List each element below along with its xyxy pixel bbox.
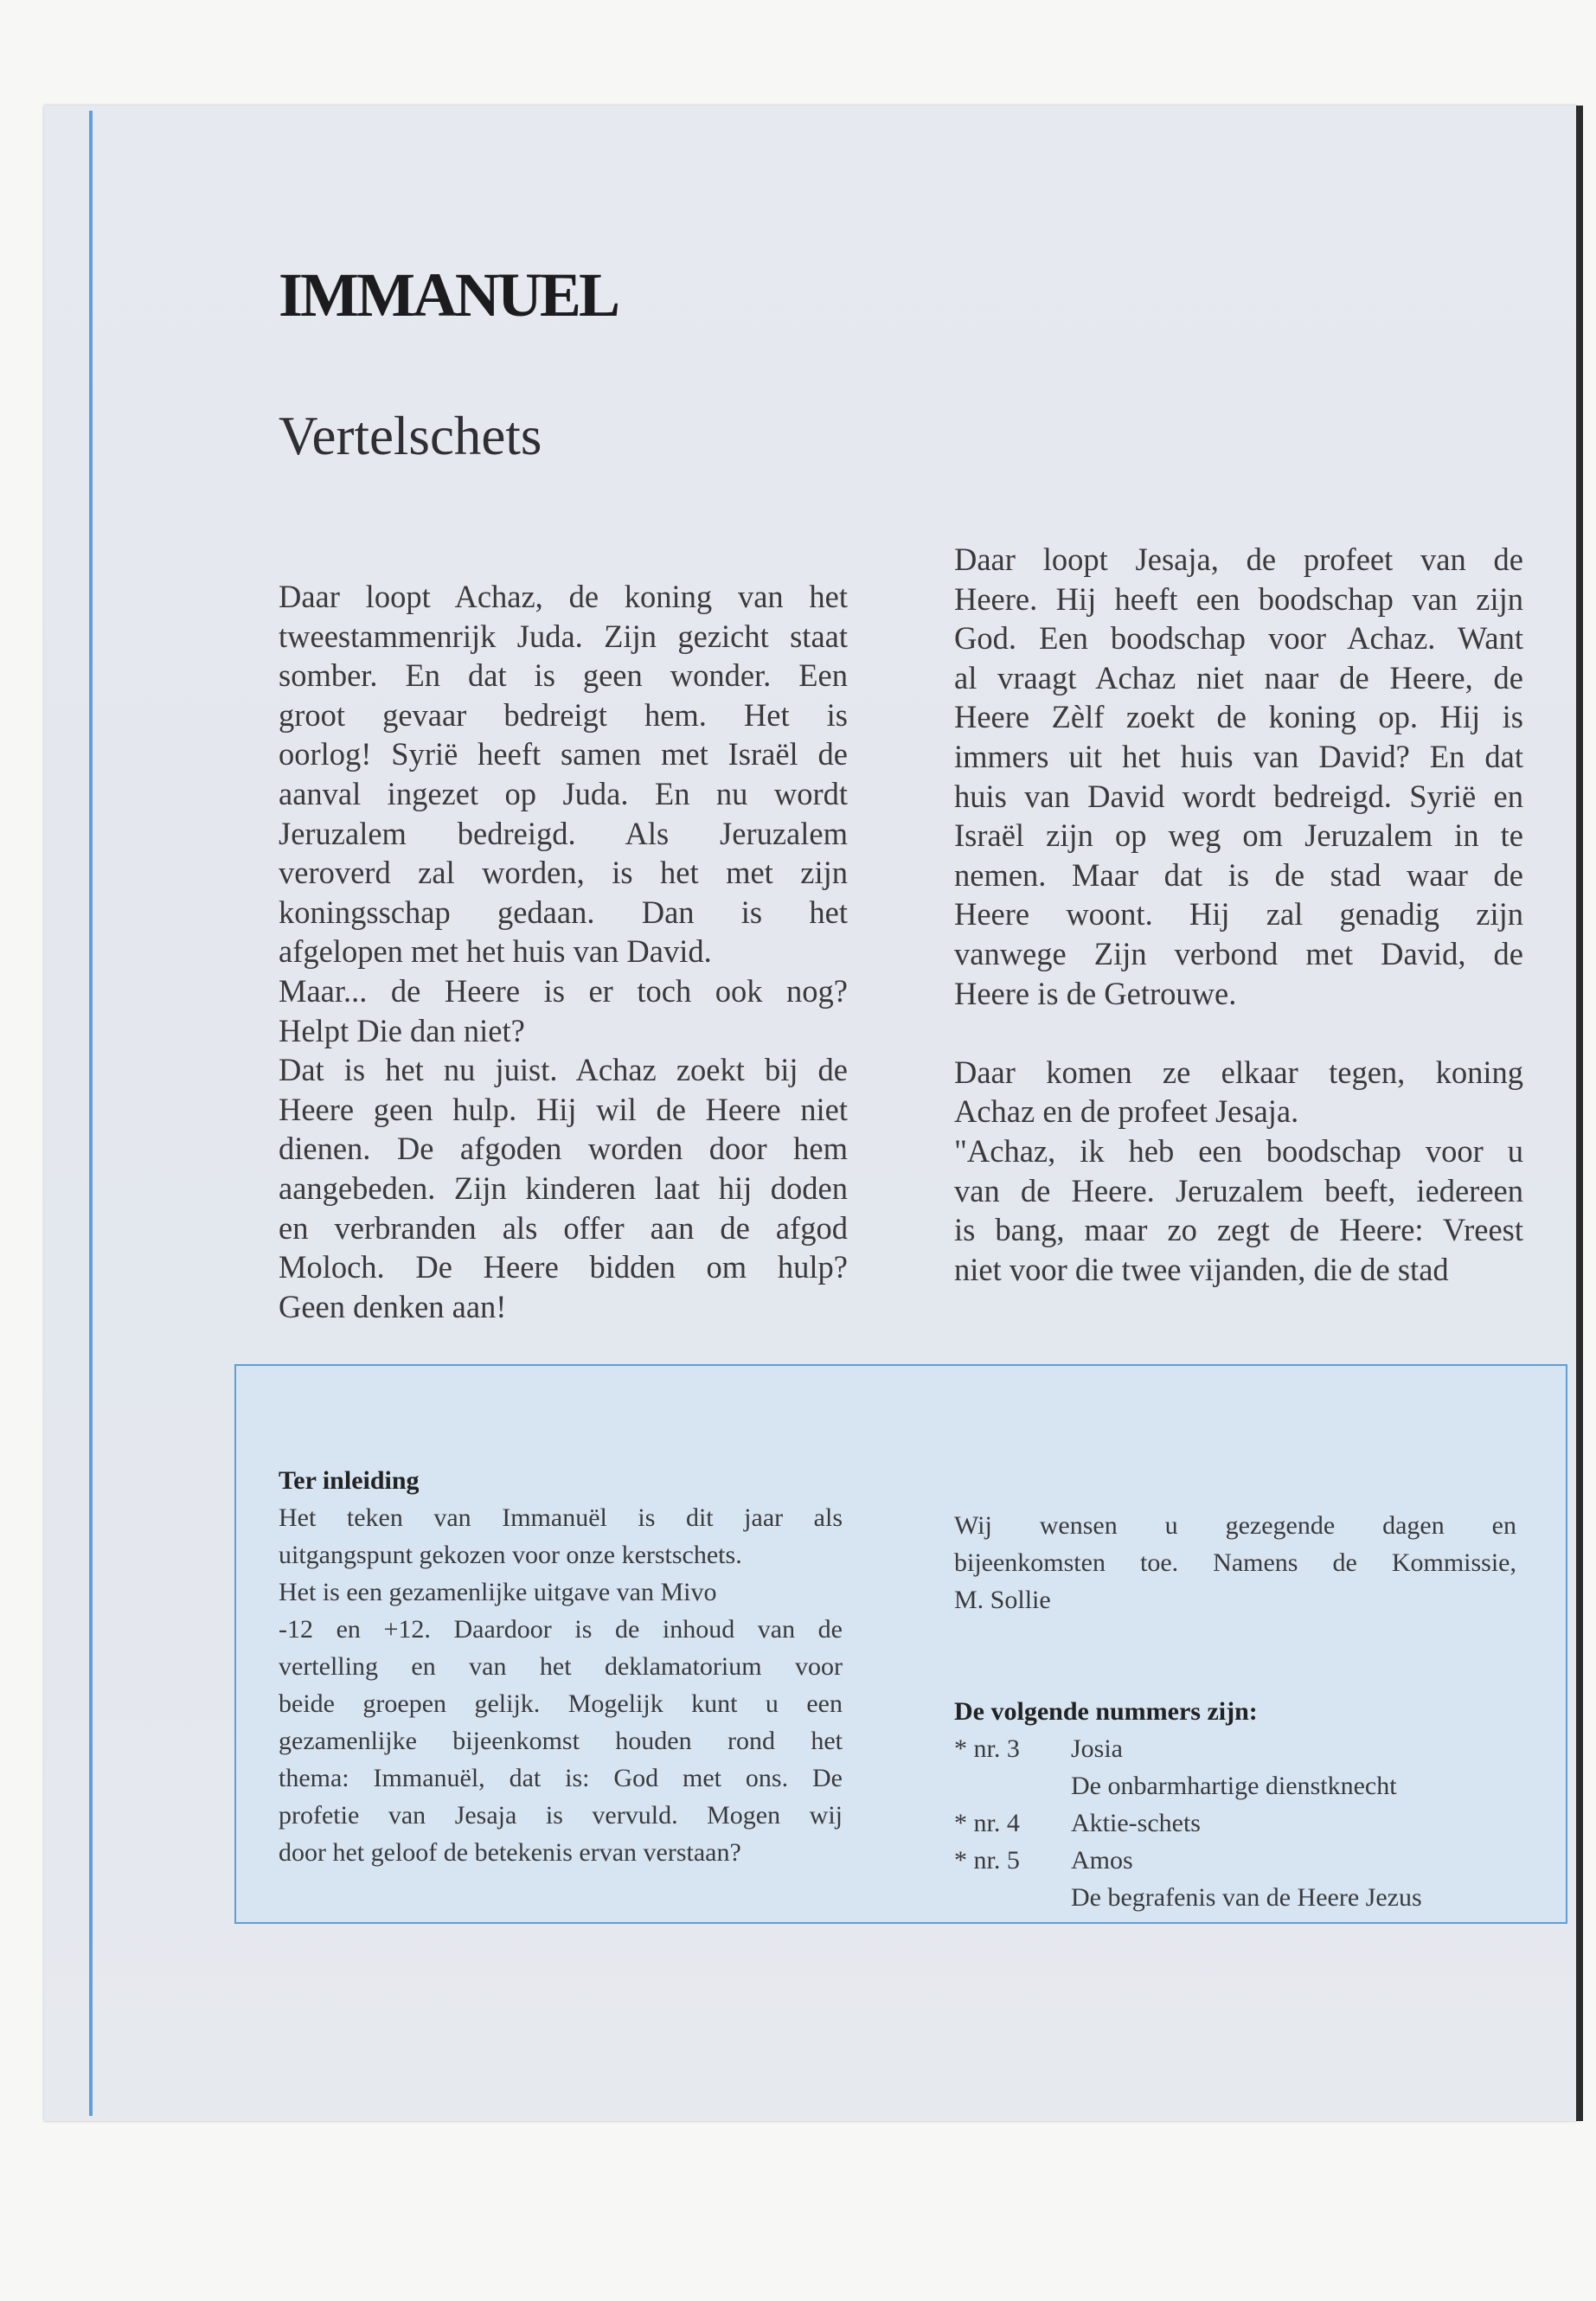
text-line: Moloch. De Heere bidden om hulp? bbox=[279, 1249, 848, 1285]
next-issue-item bbox=[954, 1804, 1516, 1842]
greeting-line: M. Sollie bbox=[954, 1586, 1051, 1614]
text-line: door het geloof de betekenis ervan verstaan? bbox=[279, 1838, 741, 1867]
page-right-edge bbox=[1576, 106, 1583, 2121]
text-line: oorlog! Syrië heeft samen met Israël de bbox=[279, 736, 848, 772]
page-title: IMMANUEL bbox=[279, 260, 618, 330]
text-line: aanval ingezet op Juda. En nu wordt bbox=[279, 775, 848, 811]
text-line: niet voor die twee vijanden, die de stad bbox=[954, 1251, 1449, 1287]
issue-title: De onbarmhartige dienstknecht bbox=[1071, 1772, 1397, 1800]
issue-number: * nr. 5 bbox=[954, 1846, 1020, 1875]
intro-box-right-column bbox=[954, 1507, 1516, 1916]
text-line: gezamenlijke bijeenkomst houden rond het bbox=[279, 1727, 843, 1755]
paragraph bbox=[279, 1574, 843, 1611]
text-line: veroverd zal worden, is het met zijn bbox=[279, 855, 848, 891]
paragraph bbox=[279, 577, 848, 971]
text-line: vanwege Zijn verbond met David, de bbox=[954, 935, 1523, 971]
text-line: Geen denken aan! bbox=[279, 1288, 507, 1324]
issue-number: * nr. 4 bbox=[954, 1809, 1020, 1837]
story-column-left bbox=[279, 577, 848, 1326]
text-line: dienen. De afgoden worden door hem bbox=[279, 1131, 848, 1167]
text-line: profetie van Jesaja is vervuld. Mogen wij bbox=[279, 1801, 843, 1830]
issue-number bbox=[954, 1767, 1071, 1804]
text-line: aangebeden. Zijn kinderen laat hij doden bbox=[279, 1170, 848, 1206]
paragraph bbox=[954, 1131, 1523, 1289]
next-issue-item bbox=[954, 1842, 1516, 1879]
text-line: tweestammenrijk Juda. Zijn gezicht staat bbox=[279, 618, 848, 654]
text-line: Daar loopt Jesaja, de profeet van de bbox=[954, 542, 1523, 577]
text-line: van de Heere. Jeruzalem beeft, iedereen bbox=[954, 1172, 1523, 1208]
text-line: beide groepen gelijk. Mogelijk kunt u een bbox=[279, 1689, 843, 1718]
text-line: vertelling en van het deklamatorium voor bbox=[279, 1652, 843, 1681]
text-line: -12 en +12. Daardoor is de inhoud van de bbox=[279, 1615, 843, 1644]
text-line: en verbranden als offer aan de afgod bbox=[279, 1209, 848, 1246]
text-line: thema: Immanuël, dat is: God met ons. De bbox=[279, 1764, 843, 1792]
text-line: huis van David wordt bedreigd. Syrië en bbox=[954, 778, 1523, 814]
issue-title: Josia bbox=[1071, 1734, 1123, 1763]
next-issue-item bbox=[954, 1879, 1516, 1916]
text-line: "Achaz, ik heb een boodschap voor u bbox=[954, 1132, 1523, 1169]
text-line: afgelopen met het huis van David. bbox=[279, 933, 712, 970]
text-line: Israël zijn op weg om Jeruzalem in te bbox=[954, 817, 1523, 854]
next-issues-list bbox=[954, 1730, 1516, 1916]
paragraph bbox=[279, 1611, 843, 1871]
text-line: nemen. Maar dat is de stad waar de bbox=[954, 856, 1523, 893]
text-line: God. Een boodschap voor Achaz. Want bbox=[954, 620, 1523, 657]
issue-number: * nr. 3 bbox=[954, 1734, 1020, 1763]
text-line: Daar komen ze elkaar tegen, koning bbox=[954, 1054, 1523, 1090]
text-line: koningsschap gedaan. Dan is het bbox=[279, 894, 848, 930]
greeting-line: bijeenkomsten toe. Namens de Kommissie, bbox=[954, 1548, 1516, 1577]
text-line: uitgangspunt gekozen voor onze kerstschets. bbox=[279, 1541, 742, 1569]
text-line: Heere woont. Hij zal genadig zijn bbox=[954, 896, 1523, 933]
paragraph bbox=[954, 1053, 1523, 1131]
text-line: Daar loopt Achaz, de koning van het bbox=[279, 579, 848, 614]
intro-heading: Ter inleiding bbox=[279, 1466, 420, 1495]
text-line: Heere geen hulp. Hij wil de Heere niet bbox=[279, 1091, 848, 1127]
next-issues-heading: De volgende nummers zijn: bbox=[954, 1697, 1258, 1726]
text-line: al vraagt Achaz niet naar de Heere, de bbox=[954, 659, 1523, 695]
text-line: immers uit het huis van David? En dat bbox=[954, 738, 1523, 774]
text-line: Maar... de Heere is er toch ook nog? bbox=[279, 972, 848, 1009]
page-left-blue-edge bbox=[89, 111, 93, 2116]
issue-number bbox=[954, 1879, 1071, 1916]
greeting-line: Wij wensen u gezegende dagen en bbox=[954, 1511, 1516, 1540]
text-line: is bang, maar zo zegt de Heere: Vreest bbox=[954, 1212, 1523, 1248]
text-line: Helpt Die dan niet? bbox=[279, 1012, 525, 1048]
text-line: Het teken van Immanuël is dit jaar als bbox=[279, 1503, 843, 1532]
issue-title: Aktie-schets bbox=[1071, 1809, 1201, 1837]
text-line: Dat is het nu juist. Achaz zoekt bij de bbox=[279, 1052, 848, 1088]
text-line: Jeruzalem bedreigd. Als Jeruzalem bbox=[279, 815, 848, 851]
issue-title: Amos bbox=[1071, 1846, 1133, 1875]
text-line: Heere Zèlf zoekt de koning op. Hij is bbox=[954, 699, 1523, 735]
paragraph bbox=[279, 1499, 843, 1574]
text-line: Achaz en de profeet Jesaja. bbox=[954, 1093, 1299, 1130]
text-line: Heere is de Getrouwe. bbox=[954, 975, 1237, 1011]
text-line: groot gevaar bedreigt hem. Het is bbox=[279, 696, 848, 733]
next-issue-item bbox=[954, 1730, 1516, 1767]
text-line: somber. En dat is geen wonder. Een bbox=[279, 657, 848, 694]
story-column-right bbox=[954, 540, 1523, 1289]
next-issue-item bbox=[954, 1767, 1516, 1804]
intro-box-left-column bbox=[279, 1462, 843, 1871]
text-line: Het is een gezamenlijke uitgave van Mivo bbox=[279, 1578, 717, 1606]
paragraph bbox=[279, 971, 848, 1050]
paragraph bbox=[279, 1050, 848, 1326]
paragraph bbox=[954, 540, 1523, 1013]
text-line: Heere. Hij heeft een boodschap van zijn bbox=[954, 580, 1523, 617]
page-subtitle: Vertelschets bbox=[279, 406, 542, 466]
issue-title: De begrafenis van de Heere Jezus bbox=[1071, 1883, 1422, 1912]
